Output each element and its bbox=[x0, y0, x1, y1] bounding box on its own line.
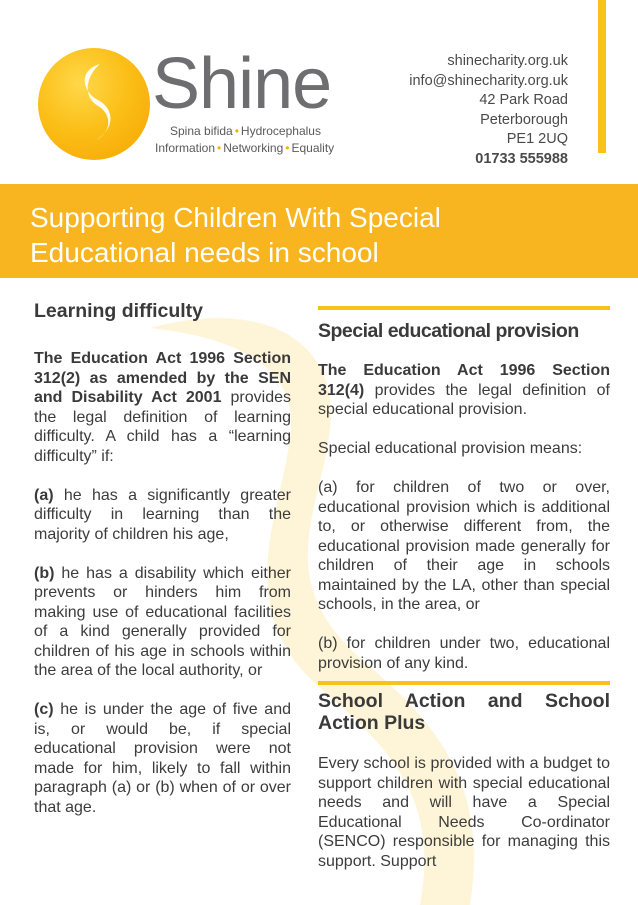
website-link[interactable]: shinecharity.org.uk bbox=[447, 53, 568, 69]
special-provision-section bbox=[318, 306, 610, 871]
phone-number: 01733 555988 bbox=[475, 150, 568, 167]
learning-intro: The Education Act 1996 Section 312(2) as amended by the SEN and Disability Act 2001 provides the legal definition of learning difficulty. A child has a “learning difficulty” if: bbox=[34, 350, 291, 465]
provision-means: Special educational provision means: bbox=[318, 440, 583, 457]
special-provision-heading: Special educational provision bbox=[318, 320, 579, 342]
brand-tagline-1: Spina bifida • Hydrocephalus bbox=[170, 124, 321, 138]
title-banner bbox=[0, 184, 638, 278]
school-action-heading: School Action and School Action Plus bbox=[318, 690, 610, 734]
page-title: Supporting Children With Special Educational needs in school bbox=[30, 202, 441, 268]
postcode: PE1 2UQ bbox=[506, 131, 568, 147]
address-line-1: 42 Park Road bbox=[479, 92, 568, 108]
learning-difficulty-heading: Learning difficulty bbox=[34, 300, 204, 322]
address-line-2: Peterborough bbox=[480, 111, 568, 128]
provision-item-a: (a) for children of two or over, educational provision which is additional to, or otherwise different from, the educational provision made generally for children of their age in schools maintained by the LA, other than special schools, in the area, or bbox=[318, 479, 610, 613]
learning-difficulty-section bbox=[34, 300, 291, 817]
contact-block bbox=[409, 52, 568, 169]
email-link[interactable]: info@shinecharity.org.uk bbox=[409, 72, 568, 89]
school-action-text: Every school is provided with a budget to support children with special educational needs and will have a Special Educational Needs Co-ordinator (SENCO) responsible for managing this support. Support bbox=[318, 755, 610, 870]
header-accent-bar bbox=[598, 0, 606, 153]
provision-item-b: (b) for children under two, educational provision of any kind. bbox=[318, 635, 610, 672]
provision-intro: The Education Act 1996 Section 312(4) provides the legal definition of special educational provision. bbox=[318, 362, 610, 418]
brand-name: Shine bbox=[152, 44, 332, 124]
shine-logo-icon bbox=[38, 48, 150, 160]
brand-tagline-2: Information • Networking • Equality bbox=[155, 141, 335, 155]
learning-item-b: (b) he has a disability which either prevents or hinders him from making use of educational facilities of a kind generally provided for children of his age in schools within the area of the local authority, or bbox=[34, 564, 291, 679]
learning-item-a: (a) he has a significantly greater difficulty in learning than the majority of children his age, bbox=[34, 486, 291, 543]
letterhead bbox=[0, 0, 638, 184]
learning-item-c: (c) he is under the age of five and is, or would be, if special educational provision were not made for him, likely to fall within paragraph (a) or (b) when of or over that age. bbox=[34, 701, 291, 816]
